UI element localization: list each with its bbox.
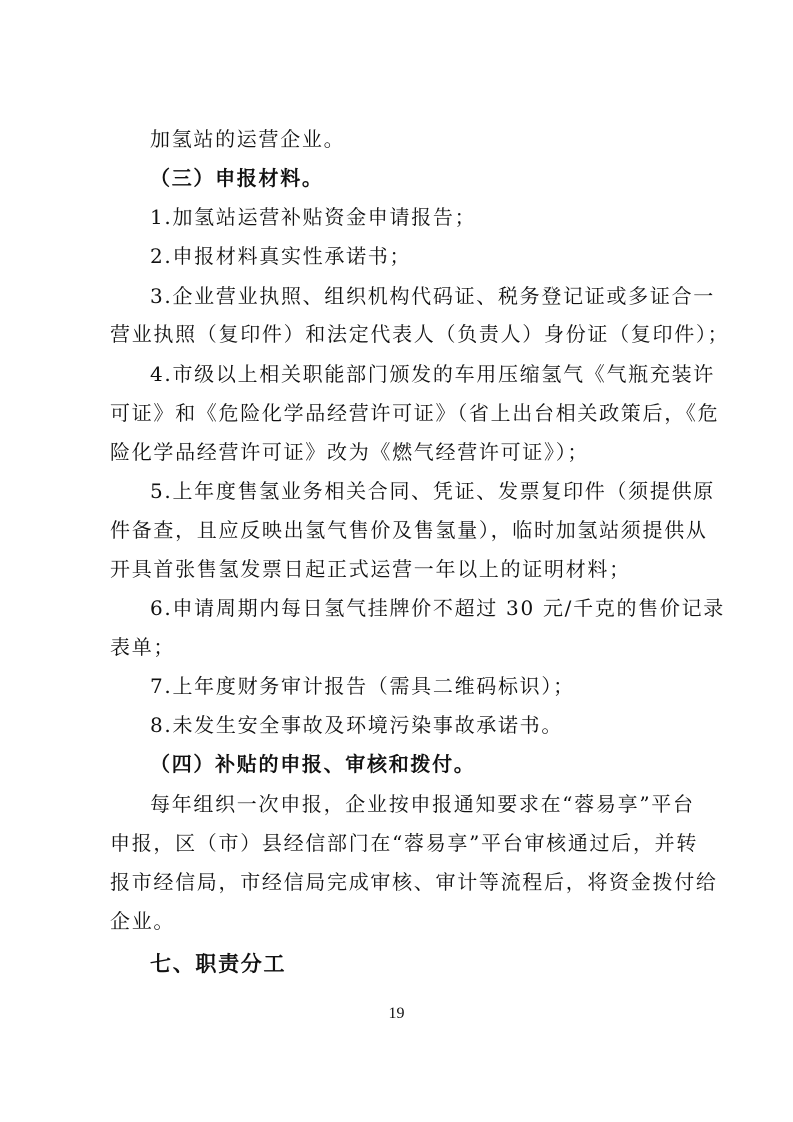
list-item-4-line-2: 可证》和《危险化学品经营许可证》（省上出台相关政策后，《危 [110,401,720,425]
list-item-4-line-3: 险化学品经营许可证》改为《燃气经营许可证》）； [110,440,590,464]
list-item-6-line-2: 表单； [110,635,176,659]
list-item-8: 8.未发生安全事故及环境污染事故承诺书。 [150,713,564,737]
list-item-5-line-3: 开具首张售氢发票日起正式运营一年以上的证明材料； [110,557,631,581]
section-heading-subsidy-process: （四）补贴的申报、审核和拨付。 [150,752,476,776]
page-number: 19 [388,1005,405,1022]
paragraph-line: 加氢站的运营企业。 [150,127,346,151]
list-item-7: 7.上年度财务审计报告（需具二维码标识）； [150,674,575,698]
list-item-4-line-1: 4.市级以上相关职能部门颁发的车用压缩氢气《气瓶充装许 [150,362,715,386]
list-item-5-line-2: 件备查，且应反映出氢气售价及售氢量），临时加氢站须提供从 [110,518,708,542]
list-item-6-line-1: 6.申请周期内每日氢气挂牌价不超过 30 元/千克的售价记录 [150,596,725,620]
list-item-3-line-2: 营业执照（复印件）和法定代表人（负责人）身份证（复印件）； [110,322,730,346]
paragraph-line: 企业。 [110,909,176,933]
paragraph-line: 申报，区（市）县经信部门在“蓉易享”平台审核通过后，并转 [110,831,699,855]
paragraph-line: 每年组织一次申报，企业按申报通知要求在“蓉易享”平台 [150,792,695,816]
paragraph-line: 报市经信局，市经信局完成审核、审计等流程后，将资金拨付给 [110,870,718,894]
chapter-heading-duties: 七、职责分工 [150,951,287,976]
section-heading-materials: （三）申报材料。 [150,166,324,190]
list-item-3-line-1: 3.企业营业执照、组织机构代码证、税务登记证或多证合一 [150,284,715,308]
list-item-2: 2.申报材料真实性承诺书； [150,244,412,268]
list-item-1: 1.加氢站运营补贴资金申请报告； [150,205,477,229]
list-item-5-line-1: 5.上年度售氢业务相关合同、凭证、发票复印件（须提供原 [150,479,715,503]
